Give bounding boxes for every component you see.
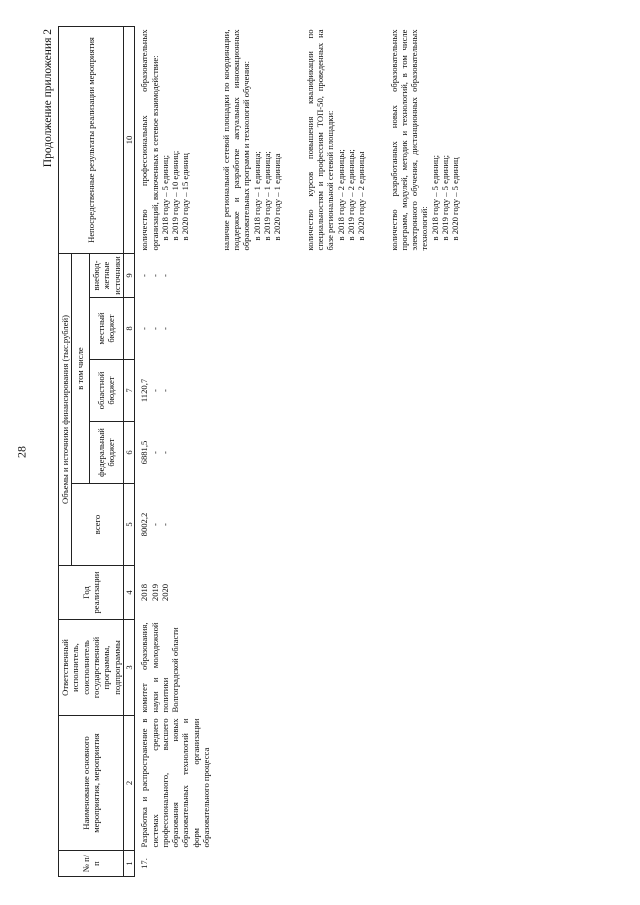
column-number: 2 (123, 716, 134, 851)
total-value: 8002,2 (139, 512, 150, 537)
header-executor: Ответственный исполнитель, соисполнитель государственной программы, подпрограммы (59, 620, 124, 716)
column-number: 6 (123, 422, 134, 484)
header-regional: областной бюджет (89, 360, 123, 422)
extrabudget-value: - (139, 274, 150, 277)
regional-cell (138, 360, 462, 422)
rotated-page (40, 27, 600, 877)
header-including: в том числе (72, 253, 90, 483)
result-text: количество профессиональных образовательных организаций, включенных в сетевое взаимодействие: (139, 29, 160, 251)
column-number: 9 (123, 253, 134, 297)
header-row-1 (59, 26, 72, 876)
header-results: Непосредственные результаты реализации мероприятия (59, 26, 124, 253)
result-block (221, 29, 283, 250)
column-number: 10 (123, 26, 134, 253)
years-cell (138, 566, 462, 620)
federal-value: - (159, 451, 170, 454)
result-line: в 2018 году – 5 единиц; (159, 155, 170, 241)
header-local: местный бюджет (89, 298, 123, 360)
result-block (139, 29, 191, 250)
extrabudget-value: - (159, 274, 170, 277)
row-number: 17. (139, 858, 150, 869)
federal-cell (138, 422, 462, 484)
page-number: 28 (14, 446, 29, 458)
local-value: - (159, 327, 170, 330)
table-row (138, 26, 462, 876)
header-funding: Объемы и источники финансирования (тыс.рублей) (59, 253, 72, 565)
column-number: 7 (123, 360, 134, 422)
local-cell (138, 298, 462, 360)
column-number: 1 (123, 851, 134, 877)
year-value: 2020 (159, 583, 170, 602)
result-line: в 2020 году – 5 единиц (450, 157, 461, 241)
regional-value: - (149, 389, 160, 392)
total-value: - (149, 523, 160, 526)
local-value: - (149, 327, 160, 330)
result-line: в 2018 году – 5 единиц; (429, 155, 440, 241)
header-extrabudget: внебюд-жетные источники (89, 253, 123, 297)
result-line: в 2019 году – 10 единиц; (170, 150, 181, 241)
column-number-row (123, 26, 134, 876)
activity-name: Разработка и распространение в системах среднего профессионального, высшего образования новых образовательных технологий и форм организации образовательного процесса (139, 718, 212, 848)
result-line: в 2020 году – 2 единицы (356, 151, 367, 241)
results-cell (138, 26, 462, 253)
extrabudget-cell (138, 253, 462, 297)
year-value: 2018 (139, 583, 150, 602)
header-federal: федеральный бюджет (89, 422, 123, 484)
result-text: количество разработанных новых образовательных программ, модулей, методик и технологий, в том числе электронного обучения, дистанционных образовательных технологий: (388, 29, 430, 251)
result-block (305, 29, 367, 250)
result-line: в 2020 году – 15 единиц (180, 153, 191, 241)
total-value: - (159, 523, 170, 526)
result-line: в 2019 году – 1 единица; (262, 151, 272, 241)
column-number: 8 (123, 298, 134, 360)
result-text: наличие региональной сетевой площадки по координации, поддержке и разработке актуальных инновационных образовательных программ и технологий обучения: (220, 29, 252, 251)
result-block (389, 29, 461, 250)
column-number: 4 (123, 566, 134, 620)
result-line: в 2019 году – 5 единиц; (440, 155, 451, 241)
result-line: в 2020 году – 1 единица (272, 153, 283, 241)
header-year: Год реализации (59, 566, 124, 620)
result-line: в 2018 году – 2 единицы; (335, 149, 346, 241)
header-name: Наименование основного мероприятия, мероприятия (59, 716, 124, 851)
year-value: 2019 (149, 583, 160, 602)
local-value: - (139, 327, 150, 330)
result-text: количество курсов повышения квалификации по специальностям и профессиям ТОП-50, проведенных на базе региональной сетевой площадки: (304, 29, 336, 251)
continuation-label: Продолжение приложения 2 (42, 29, 54, 168)
result-line: в 2018 году – 1 единица; (251, 151, 262, 241)
result-line: в 2019 году – 2 единицы; (345, 149, 356, 241)
responsible-executor: комитет образования, науки и молодежной политики Волгоградской области (139, 622, 181, 713)
column-number: 5 (123, 484, 134, 566)
column-number: 3 (123, 620, 134, 716)
federal-value: 6881,5 (139, 440, 150, 465)
federal-value: - (149, 451, 160, 454)
regional-value: - (159, 389, 170, 392)
total-cell (138, 484, 462, 566)
extrabudget-value: - (149, 274, 160, 277)
funding-table (58, 26, 462, 877)
header-total: всего (72, 484, 124, 566)
header-number: № п/п (59, 851, 124, 877)
regional-value: 1120,7 (139, 378, 150, 403)
